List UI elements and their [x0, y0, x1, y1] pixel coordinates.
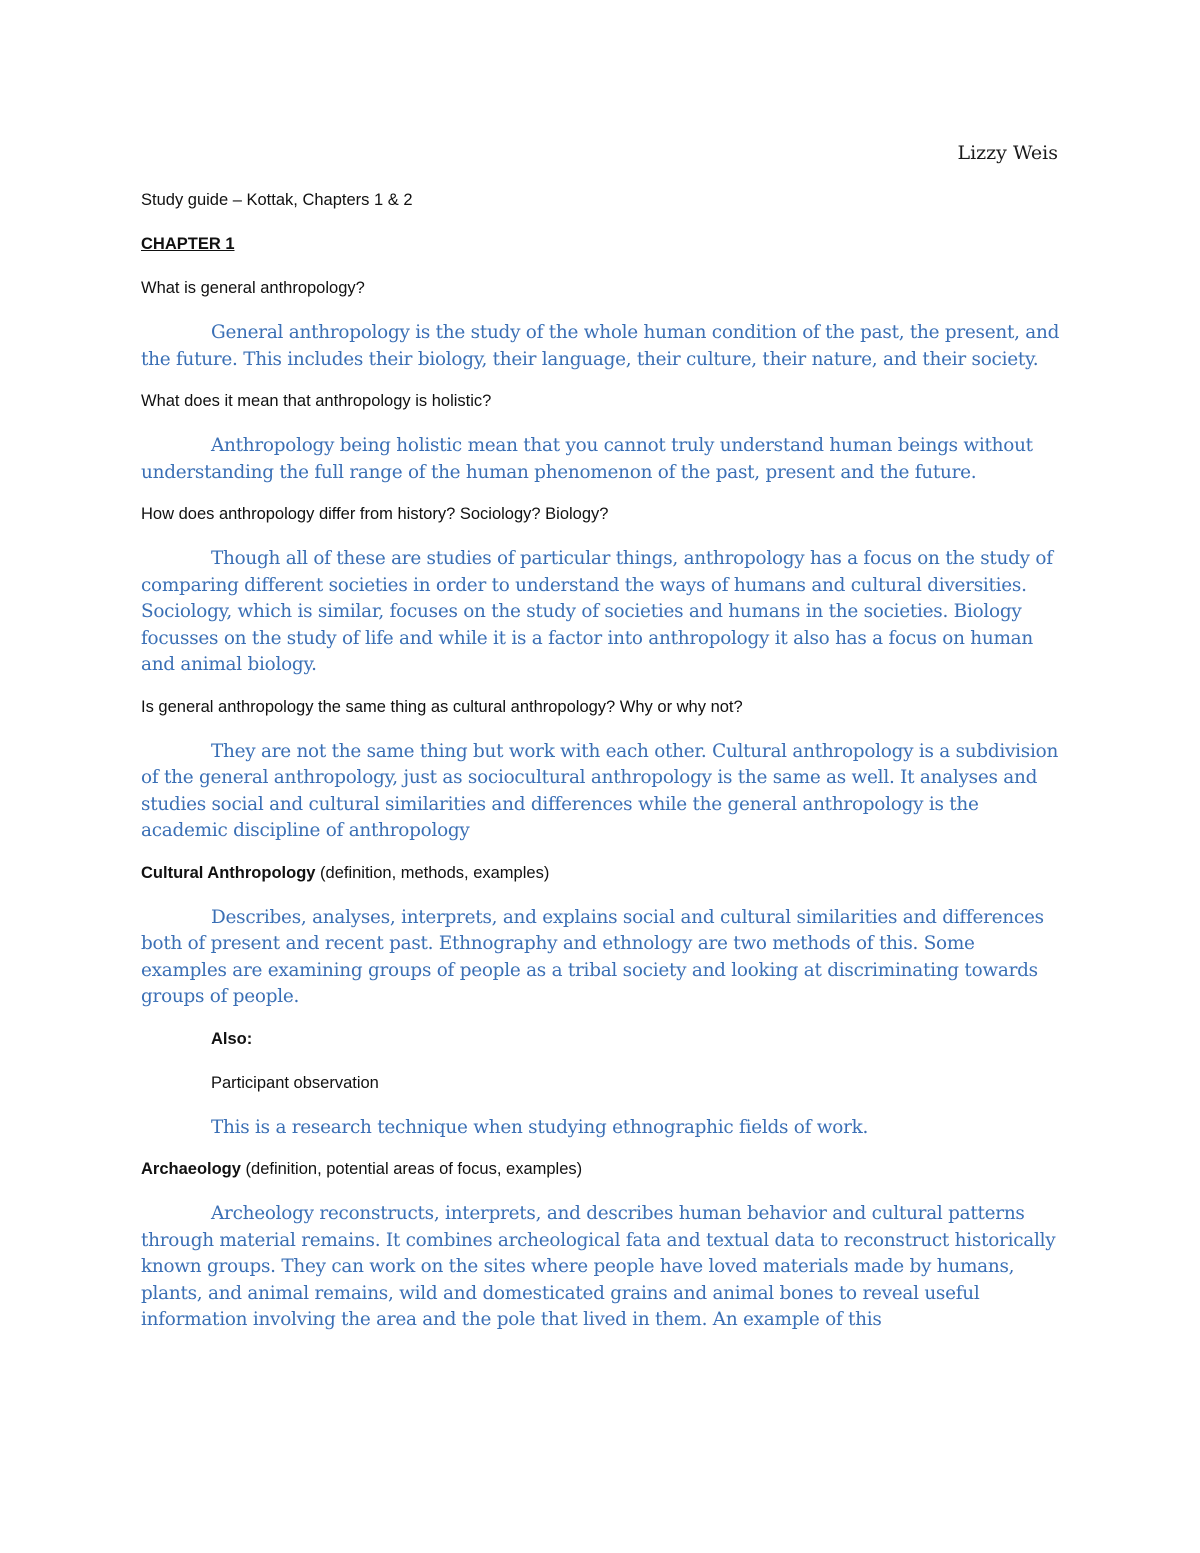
- archaeology-term: Archaeology: [141, 1160, 241, 1178]
- question-differ: How does anthropology differ from history? Sociology? Biology?: [141, 505, 609, 523]
- answer-archaeology: Archeology reconstructs, interprets, and describes human behavior and cultural patterns through material remains. It combines archeological fata and textual data to reconstruct historically known groups. They can work on the sites where people have loved materials made by humans, plants, and animal remains, wild and domesticated grains and animal bones to reveal useful information involving the area and the pole that lived in them. An example of this: [141, 1203, 1056, 1330]
- cultural-term-rest: (definition, methods, examples): [315, 863, 550, 882]
- question-holistic: What does it mean that anthropology is holistic?: [141, 392, 492, 410]
- question-cultural-anthropology: [141, 861, 1061, 885]
- archaeology-term-rest: (definition, potential areas of focus, examples): [240, 1160, 583, 1178]
- cultural-term: Cultural Anthropology: [141, 863, 316, 882]
- document-body: [141, 188, 1061, 1350]
- answer-general-vs-cultural: They are not the same thing but work with each other. Cultural anthropology is a subdivision of the general anthropology, just as sociocultural anthropology is the same as well. It analyses and studies social and cultural similarities and differences while the general anthropology is the academic discipline of anthropology: [141, 740, 1059, 841]
- answer-participant-observation: This is a research technique when studying ethnographic fields of work.: [211, 1116, 869, 1138]
- answer-cultural-anthropology: Describes, analyses, interprets, and explains social and cultural similarities and differences both of present and recent past. Ethnography and ethnology are two methods of this. Some examples are examining groups of people as a tribal society and looking at discriminating towards groups of people.: [141, 906, 1044, 1007]
- answer-general-anthropology: General anthropology is the study of the whole human condition of the past, the present, and the future. This includes their biology, their language, their culture, their nature, and their society.: [141, 322, 1060, 370]
- also-label: Also:: [211, 1029, 253, 1048]
- answer-differ: Though all of these are studies of particular things, anthropology has a focus on the study of comparing different societies in order to understand the ways of humans and cultural diversities. Sociology, which is similar, focuses on the study of societies and humans in the societies. Biology focusses on the study of life and while it is a factor into anthropology it also has a focus on human and animal biology.: [141, 548, 1053, 675]
- question-general-vs-cultural: Is general anthropology the same thing as cultural anthropology? Why or why not?: [141, 697, 743, 716]
- author-name: Lizzy Weis: [957, 142, 1058, 164]
- answer-holistic: Anthropology being holistic mean that you cannot truly understand human beings without understanding the full range of the human phenomenon of the past, present and the future.: [141, 435, 1033, 483]
- question-archaeology: [141, 1157, 1061, 1181]
- document-title: Study guide – Kottak, Chapters 1 & 2: [141, 191, 413, 209]
- question-general-anthropology: What is general anthropology?: [141, 279, 365, 297]
- question-participant-observation: Participant observation: [211, 1073, 379, 1092]
- chapter-heading: CHAPTER 1: [141, 235, 235, 253]
